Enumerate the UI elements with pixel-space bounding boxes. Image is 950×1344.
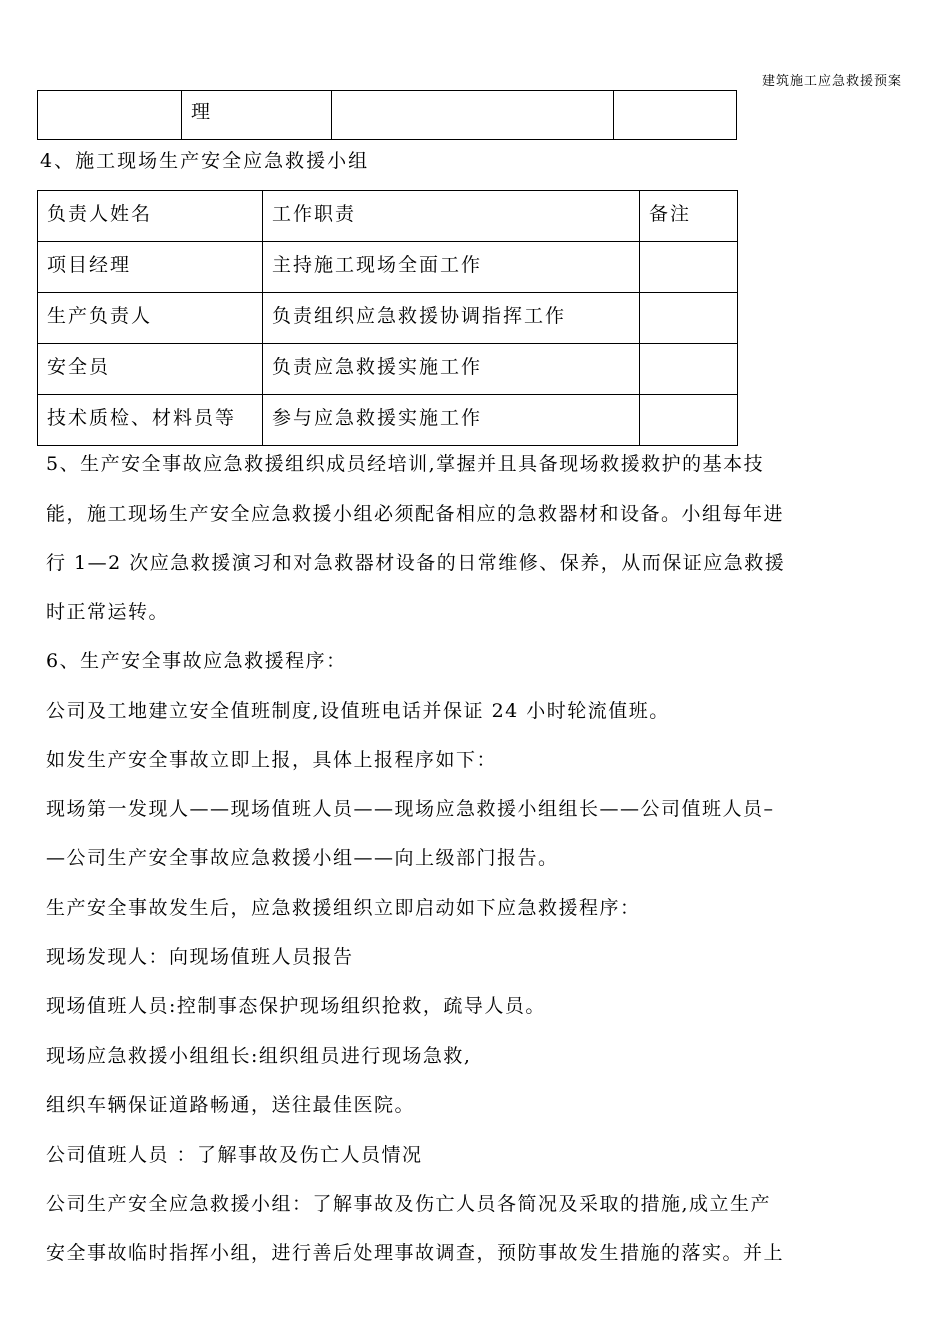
- paragraph-company-team-line-2: 安全事故临时指挥小组，进行善后处理事故调查，预防事故发生措施的落实。并上: [46, 1242, 785, 1264]
- table-cell: [640, 293, 738, 344]
- paragraph-duty-staff: 现场值班人员:控制事态保护现场组织抢救，疏导人员。: [46, 995, 546, 1017]
- continued-table: [37, 90, 737, 140]
- paragraph-report: 如发生产安全事故立即上报，具体上报程序如下：: [46, 749, 498, 771]
- table-cell: 理: [182, 91, 332, 140]
- paragraph-company-duty: 公司值班人员 ：了解事故及伤亡人员情况: [46, 1144, 423, 1166]
- table-cell: [614, 91, 737, 140]
- paragraph-report-chain-line-1: 现场第一发现人——现场值班人员——现场应急救援小组组长——公司值班人员–: [46, 798, 775, 820]
- section-4-title: 4、施工现场生产安全应急救援小组: [40, 150, 370, 172]
- column-header-name: 负责人姓名: [38, 191, 263, 242]
- paragraph-5-line-4: 时正常运转。: [46, 601, 170, 623]
- table-cell: [640, 395, 738, 446]
- paragraph-team-leader: 现场应急救援小组组长:组织组员进行现场急救,: [46, 1045, 472, 1067]
- table-cell: 安全员: [38, 344, 263, 395]
- table-cell: 生产负责人: [38, 293, 263, 344]
- table-header-row: [38, 191, 738, 242]
- table-row: [38, 293, 738, 344]
- table-cell: [38, 91, 182, 140]
- paragraph-6-heading: 6、生产安全事故应急救援程序：: [46, 650, 347, 672]
- paragraph-5-line-2: 能，施工现场生产安全应急救援小组必须配备相应的急救器材和设备。小组每年进: [46, 503, 785, 525]
- paragraph-duty-system: 公司及工地建立安全值班制度,设值班电话并保证 24 小时轮流值班。: [46, 700, 670, 722]
- paragraph-report-chain-line-2: —公司生产安全事故应急救援小组——向上级部门报告。: [46, 847, 559, 869]
- table-row: [38, 242, 738, 293]
- table-cell: 主持施工现场全面工作: [263, 242, 640, 293]
- document-header: 建筑施工应急救援预案: [761, 74, 902, 89]
- table-row: [38, 395, 738, 446]
- table-cell: 负责组织应急救援协调指挥工作: [263, 293, 640, 344]
- table-cell: [640, 344, 738, 395]
- table-cell: 项目经理: [38, 242, 263, 293]
- column-header-remark: 备注: [640, 191, 738, 242]
- table-cell: 技术质检、材料员等: [38, 395, 263, 446]
- emergency-team-table: [37, 190, 738, 446]
- table-cell: [640, 242, 738, 293]
- paragraph-company-team-line-1: 公司生产安全应急救援小组：了解事故及伤亡人员各简况及采取的措施,成立生产: [46, 1193, 772, 1215]
- table-cell: [332, 91, 614, 140]
- paragraph-vehicles: 组织车辆保证道路畅通，送往最佳医院。: [46, 1094, 416, 1116]
- paragraph-start-procedure: 生产安全事故发生后，应急救援组织立即启动如下应急救援程序：: [46, 897, 641, 919]
- paragraph-5-line-1: 5、生产安全事故应急救援组织成员经培训,掌握并且具备现场救援救护的基本技: [46, 453, 765, 475]
- paragraph-5-line-3: 行 1—2 次应急救援演习和对急救器材设备的日常维修、保养，从而保证应急救援: [46, 552, 786, 574]
- column-header-duty: 工作职责: [263, 191, 640, 242]
- paragraph-discoverer: 现场发现人：向现场值班人员报告: [46, 946, 354, 968]
- table-row: [38, 91, 737, 140]
- table-cell: 参与应急救援实施工作: [263, 395, 640, 446]
- table-cell: 负责应急救援实施工作: [263, 344, 640, 395]
- table-row: [38, 344, 738, 395]
